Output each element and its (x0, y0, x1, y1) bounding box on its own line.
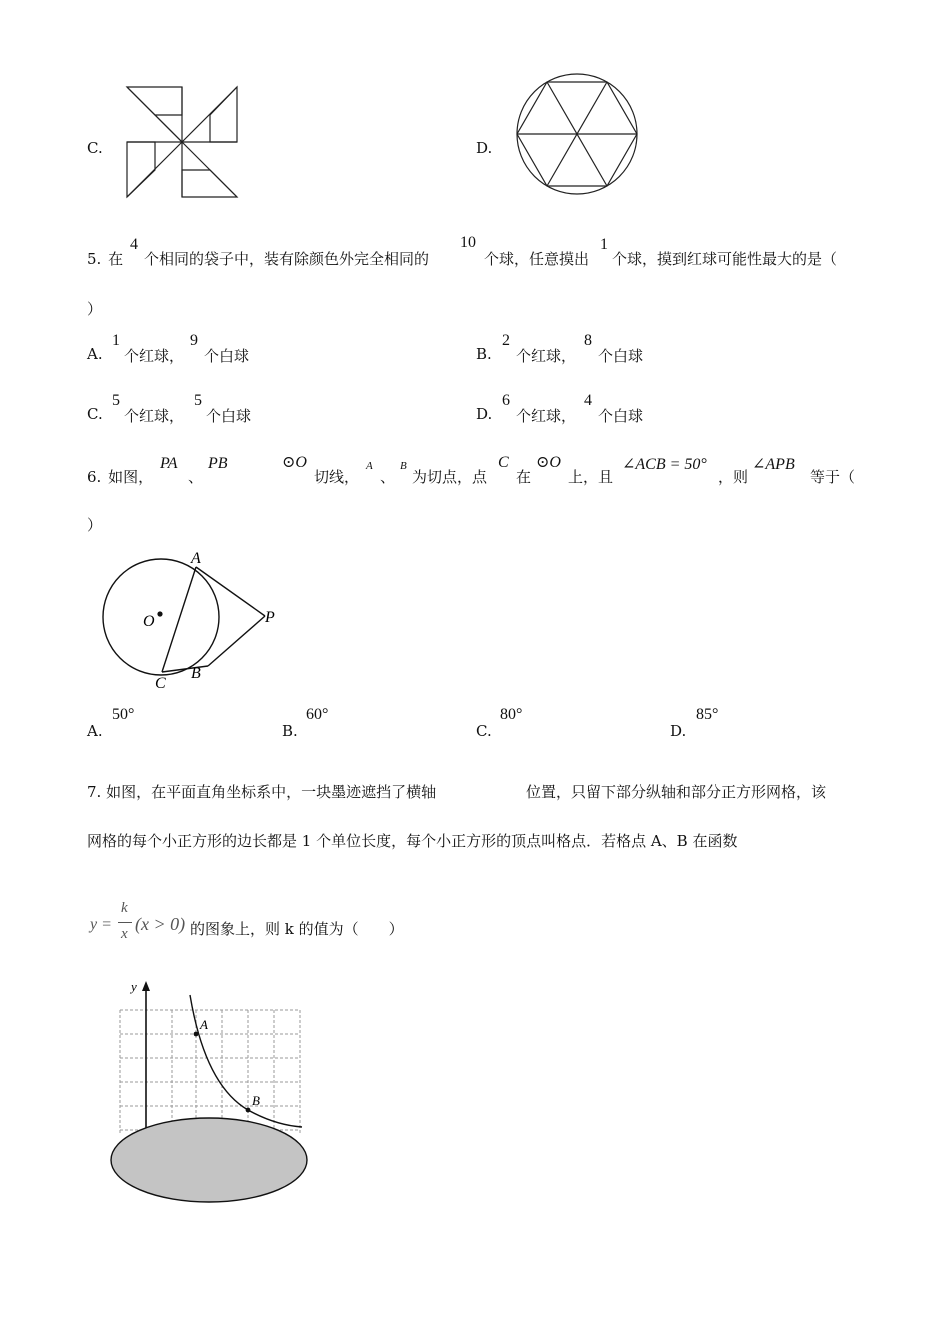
q5-stem: 5. 在 (87, 250, 124, 268)
q6-stem-6: ，则 (718, 468, 749, 486)
q7-line1: 7. 如图，在平面直角坐标系中，一块墨迹遮挡了横轴 (87, 783, 437, 801)
q5-ball-count: 10 (460, 234, 476, 251)
y-axis-arrow (142, 981, 150, 991)
q5-draw-count: 1 (600, 236, 608, 253)
q6-c: C (498, 454, 509, 471)
q7-line3: 的图象上，则 k 的值为（ ） (190, 920, 404, 938)
option-c-label: C. (87, 139, 103, 157)
q5-close-paren: ） (87, 300, 103, 318)
q6-stem-4: 在 (516, 468, 532, 486)
q6-angle-apb: ∠APB (752, 456, 795, 473)
q6-stem-2: 切线， (314, 468, 360, 486)
q6-close-paren: ） (87, 516, 103, 534)
q6-pa: PA (160, 455, 178, 472)
point-c-label: C (155, 675, 166, 692)
q6-stem-7: 等于（ (810, 468, 856, 486)
pinwheel-figure (120, 80, 245, 205)
q6-sep2: 、 (380, 468, 396, 486)
q5-stem-3: 个球，任意摸出 (484, 250, 590, 268)
point-o-label: O (143, 613, 155, 630)
hyperbola-grid-figure (105, 975, 320, 1210)
tangent-circle-figure (95, 545, 295, 695)
q6-circle-o: ⊙O (282, 454, 307, 471)
ink-blot (111, 1118, 307, 1202)
point-b-label: B (252, 1093, 260, 1108)
hyperbola-curve (190, 995, 302, 1127)
q6-sep: 、 (188, 468, 204, 486)
q6-stem-3: 为切点，点 (412, 468, 488, 486)
q6-circle-o2: ⊙O (536, 454, 561, 471)
q6-angle-acb: ∠ACB = 50° (622, 456, 707, 473)
point-b-label: B (191, 665, 201, 682)
q6-stem: 6. 如图， (87, 468, 154, 486)
q6-stem-5: 上，且 (568, 468, 614, 486)
hexagon-in-circle-figure (515, 72, 639, 196)
q5-stem-4: 个球，摸到红球可能性最大的是（ (612, 250, 838, 268)
point-p-label: P (265, 609, 275, 626)
point-a (194, 1032, 199, 1037)
q6-b: B (400, 460, 407, 472)
q7-line2: 网格的每个小正方形的边长都是 1 个单位长度，每个小正方形的顶点叫格点．若格点 A、B 在函数 (87, 832, 738, 850)
q6-pb: PB (208, 455, 228, 472)
fraction-bar (118, 922, 132, 923)
point-b (246, 1108, 251, 1113)
q6-a: A (366, 460, 373, 472)
q7-line1b: 位置，只留下部分纵轴和部分正方形网格，该 (526, 783, 827, 801)
q5-bag-count: 4 (130, 236, 138, 253)
point-a-label: A (200, 1017, 208, 1032)
point-a-label: A (191, 550, 201, 567)
option-d-label: D. (476, 139, 493, 157)
q5-stem-2: 个相同的袋子中，装有除颜色外完全相同的 (144, 250, 430, 268)
y-axis-label: y (131, 979, 137, 994)
